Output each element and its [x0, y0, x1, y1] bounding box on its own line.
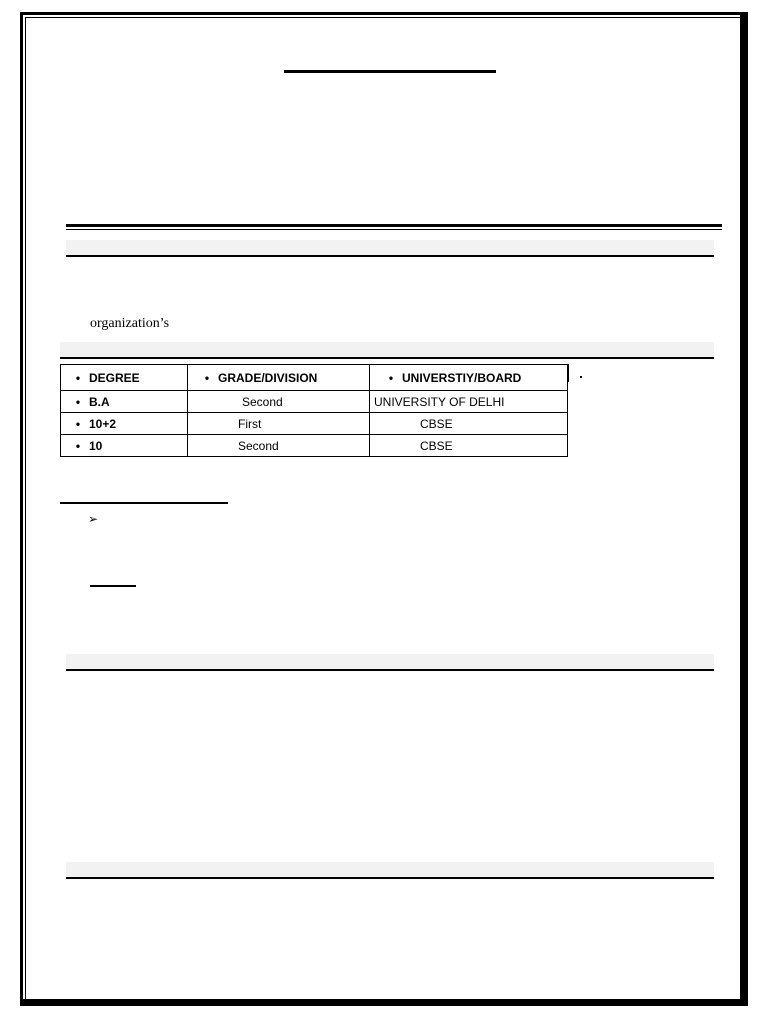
subheading-underline: [60, 502, 228, 504]
arrow-bullet-icon: ➢: [88, 512, 99, 526]
summary-text: organization’s: [90, 316, 170, 331]
bullet-icon: •: [75, 438, 81, 453]
bullet-icon: •: [75, 370, 81, 385]
cell-board: CBSE: [370, 435, 568, 457]
header-grade: • GRADE/DIVISION: [188, 365, 370, 391]
section-heading-line-3: [66, 669, 714, 671]
header-board: • UNIVERSTIY/BOARD: [370, 365, 568, 391]
table-row: [61, 391, 568, 413]
bullet-icon: •: [388, 370, 394, 385]
page-border-shadow-right: [740, 12, 745, 1006]
cell-board: CBSE: [370, 413, 568, 435]
table-row: [61, 435, 568, 457]
cell-grade: Second: [188, 435, 370, 457]
page-border-inner: [25, 17, 743, 1001]
header-rule-thick: [66, 224, 722, 227]
section-heading-line-4: [66, 877, 714, 879]
page-border-shadow-bottom: [20, 999, 748, 1003]
section-heading-band-3: [66, 654, 714, 669]
table-header-row: [61, 365, 568, 391]
section-heading-band-4: [66, 862, 714, 877]
bullet-icon: •: [204, 370, 210, 385]
section-heading-line-1: [66, 255, 714, 257]
cell-board: UNIVERSITY OF DELHI: [370, 391, 568, 413]
section-heading-line-2: [60, 357, 714, 359]
cell-grade: Second: [188, 391, 370, 413]
stray-tick-mark: [568, 364, 569, 382]
cell-grade: First: [188, 413, 370, 435]
education-table: [60, 364, 568, 457]
title-underline: [284, 70, 496, 73]
table-row: [61, 413, 568, 435]
header-degree: • DEGREE: [61, 365, 188, 391]
stray-dot: [580, 376, 582, 378]
bullet-icon: •: [75, 394, 81, 409]
cell-degree: • 10: [61, 435, 188, 457]
cell-degree: • 10+2: [61, 413, 188, 435]
section-heading-band-1: [66, 240, 714, 255]
section-heading-band-2: [60, 342, 714, 357]
short-underline: [90, 585, 136, 587]
cell-degree: • B.A: [61, 391, 188, 413]
bullet-icon: •: [75, 416, 81, 431]
header-rule-thin: [66, 229, 722, 230]
